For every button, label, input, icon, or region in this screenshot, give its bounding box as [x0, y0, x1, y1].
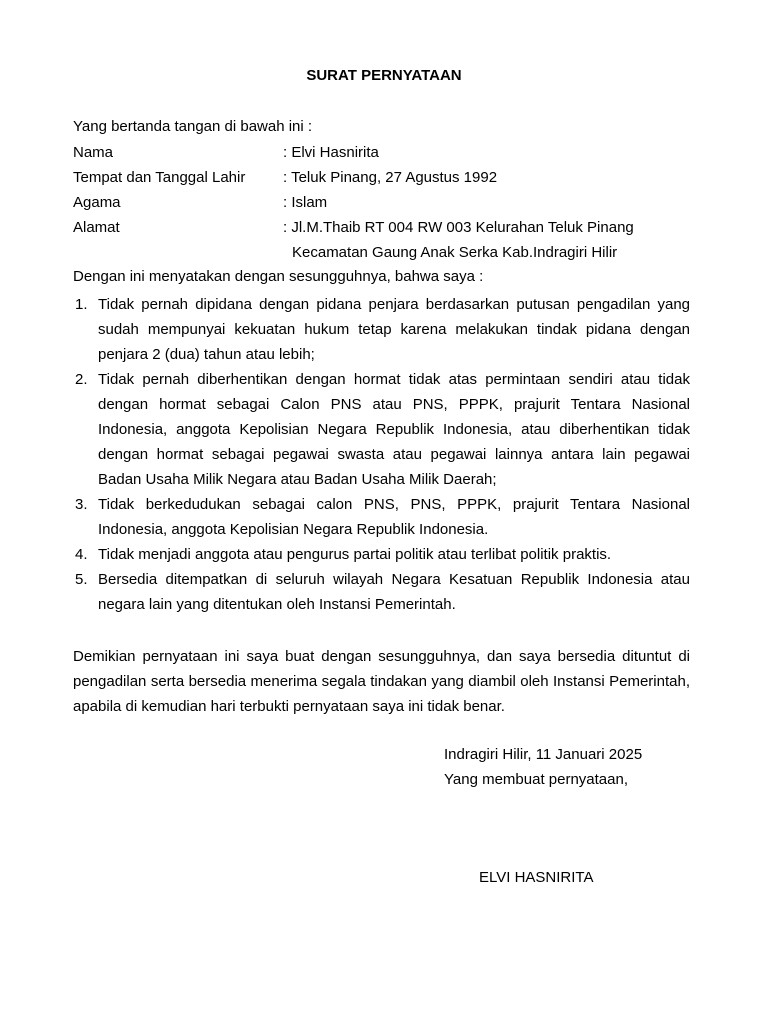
list-item: [73, 367, 690, 492]
nama-label: Nama: [73, 144, 114, 161]
list-item-number: 5.: [75, 571, 88, 588]
list-item-text: Tidak pernah diberhentikan dengan hormat tidak atas permintaan sendiri atau tidak dengan hormat sebagai Calon PNS atau PNS, PPPK, prajurit Tentara Nasional Indonesia, anggota Kepolisian Negara Republik Indonesia, atau diberhentikan tidak dengan hormat sebagai pegawai swasta atau pegawai lainnya antara lain pegawai Badan Usaha Milik Negara atau Badan Usaha Milik Daerah;: [98, 371, 690, 488]
list-item-number: 4.: [75, 546, 88, 563]
statement-list: [73, 292, 690, 617]
signature-name: ELVI HASNIRITA: [479, 869, 594, 886]
ttl-value: : Teluk Pinang, 27 Agustus 1992: [283, 169, 498, 186]
list-item: [73, 492, 690, 542]
list-item: [73, 542, 690, 567]
list-item-text: Bersedia ditempatkan di seluruh wilayah Negara Kesatuan Republik Indonesia atau negara lain yang ditentukan oleh Instansi Pemerintah.: [98, 571, 690, 613]
closing-paragraph: Demikian pernyataan ini saya buat dengan sesungguhnya, dan saya bersedia dituntut di pengadilan serta bersedia menerima segala tindakan yang diambil oleh Instansi Pemerintah, apabila di kemudian hari terbukti pernyataan saya ini tidak benar.: [73, 648, 690, 715]
ttl-label: Tempat dan Tanggal Lahir: [73, 169, 246, 186]
statement-intro: Dengan ini menyatakan dengan sesungguhnya, bahwa saya :: [73, 268, 484, 285]
list-item-number: 1.: [75, 296, 88, 313]
alamat-label: Alamat: [73, 219, 120, 236]
alamat-value-line1: : Jl.M.Thaib RT 004 RW 003 Kelurahan Teluk Pinang: [283, 219, 634, 236]
list-item-text: Tidak pernah dipidana dengan pidana penjara berdasarkan putusan pengadilan yang sudah mempunyai kekuatan hukum tetap karena melakukan tindak pidana dengan penjara 2 (dua) tahun atau lebih;: [98, 296, 690, 363]
list-item: [73, 292, 690, 367]
list-item: [73, 567, 690, 617]
intro-text: Yang bertanda tangan di bawah ini :: [73, 118, 313, 135]
signature-role: Yang membuat pernyataan,: [444, 771, 629, 788]
agama-value: : Islam: [283, 194, 328, 211]
signature-place-date: Indragiri Hilir, 11 Januari 2025: [444, 746, 643, 763]
document-title: SURAT PERNYATAAN: [306, 67, 462, 84]
agama-label: Agama: [73, 194, 121, 211]
list-item-number: 3.: [75, 496, 88, 513]
nama-value: : Elvi Hasnirita: [283, 144, 379, 161]
alamat-value-line2: Kecamatan Gaung Anak Serka Kab.Indragiri Hilir: [292, 244, 618, 261]
list-item-text: Tidak menjadi anggota atau pengurus partai politik atau terlibat politik praktis.: [98, 546, 612, 563]
list-item-text: Tidak berkedudukan sebagai calon PNS, PNS, PPPK, prajurit Tentara Nasional Indonesia, anggota Kepolisian Negara Republik Indonesia.: [98, 496, 690, 538]
list-item-number: 2.: [75, 371, 88, 388]
